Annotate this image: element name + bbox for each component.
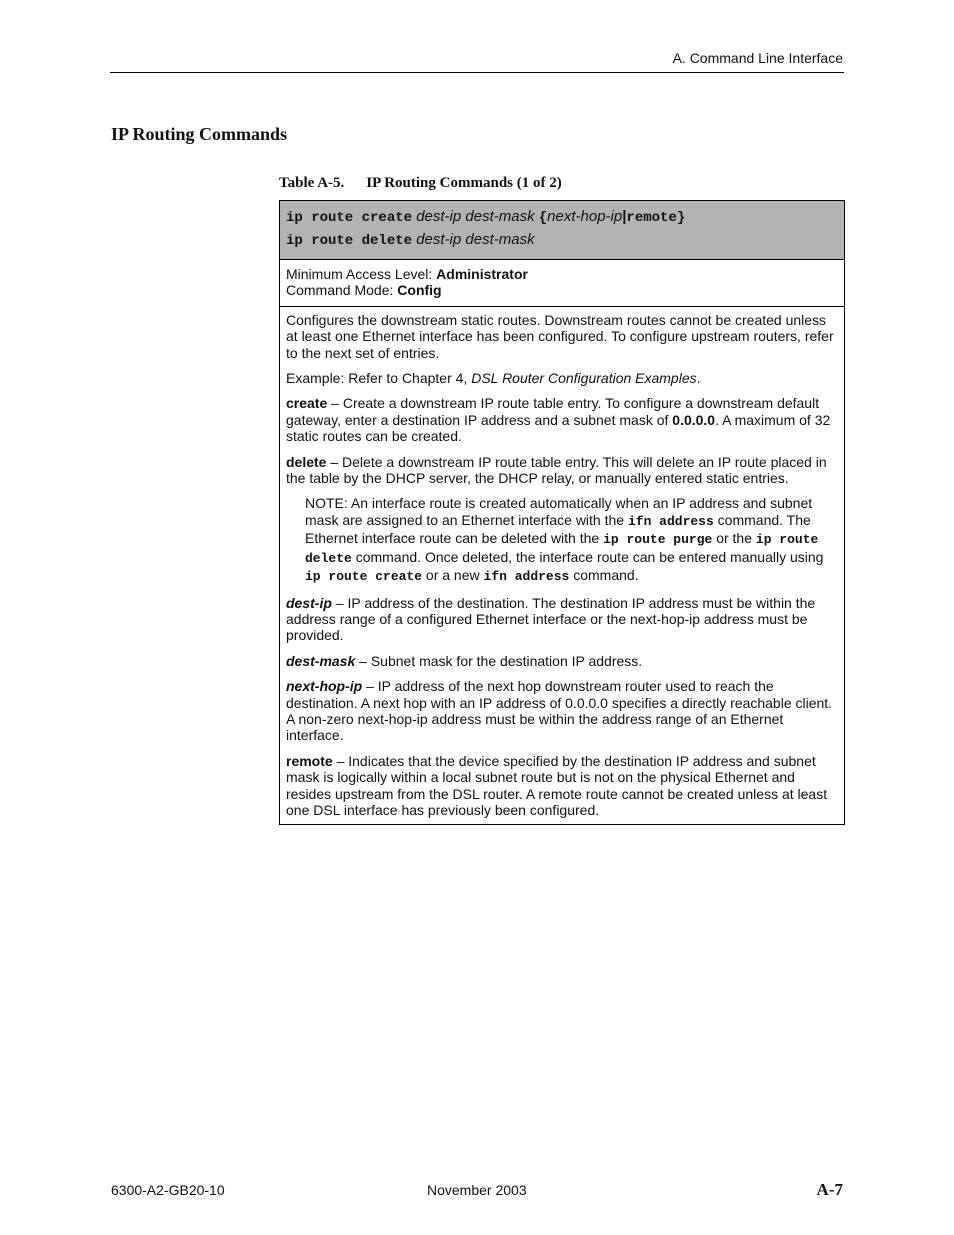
dest-mask-paragraph [286, 653, 838, 669]
table-caption [279, 175, 562, 192]
header-rule [110, 72, 844, 73]
note-cmd-ip-route-delete: ip route delete [305, 532, 819, 566]
command-mode-label: Command Mode: [286, 282, 394, 299]
remote-term: remote [286, 752, 333, 769]
footer-page-number: A-7 [816, 1180, 843, 1199]
table-caption-number: Table A-5. [279, 175, 345, 191]
example-prefix: Example: Refer to [286, 370, 402, 387]
note-text-e: or a new [422, 567, 484, 584]
note-cmd-ip-route-create: ip route create [305, 569, 423, 585]
note-cmd-ifn-address-2: ifn address [483, 569, 570, 585]
running-header: A. Command Line Interface [672, 50, 843, 66]
note-cmd-ifn-address: ifn address [627, 513, 714, 529]
next-hop-ip-paragraph [286, 678, 838, 744]
create-term: create [286, 395, 328, 412]
note-text-d: command. Once deleted, the interface route can be entered manually using [351, 548, 824, 565]
create-text-b: . A maximum of 32 static routes can be created. [286, 411, 831, 445]
access-level-line [286, 266, 838, 282]
access-info-row [280, 260, 844, 307]
example-paragraph [286, 370, 838, 386]
syntax-brace-open: { [538, 210, 548, 226]
note-text-c: or the [712, 530, 756, 547]
dest-ip-text: – IP address of the destination. The destination IP address must be within the address range of a configured Ethernet interface or the next-hop-ip address must be provided. [286, 594, 816, 644]
syntax-brace-close: } [676, 210, 686, 226]
access-level-label: Minimum Access Level: [286, 266, 433, 282]
footer-date: November 2003 [427, 1182, 527, 1198]
note-text-f: command. [569, 567, 639, 584]
command-table [279, 200, 845, 825]
create-paragraph [286, 395, 838, 444]
syntax-pipe: | [622, 208, 627, 225]
example-chapter-title: DSL Router Configuration Examples [471, 370, 697, 387]
delete-term: delete [286, 453, 327, 470]
intro-paragraph: Configures the downstream static routes. Downstream routes cannot be created unless at least one Ethernet interface has been configured. To configure upstream routers, refer to the next set of entries. [286, 311, 834, 361]
note-cmd-ip-route-purge: ip route purge [603, 532, 713, 548]
next-hop-ip-term: next-hop-ip [286, 678, 363, 695]
section-title: IP Routing Commands [111, 124, 288, 144]
delete-paragraph [286, 454, 838, 487]
note-paragraph [305, 495, 838, 585]
command-mode-value: Config [397, 282, 442, 299]
syntax-delete-arg-dest-ip: dest-ip [416, 231, 462, 248]
dest-ip-term: dest-ip [286, 594, 332, 611]
example-chapter-link[interactable]: Chapter 4, [401, 370, 468, 387]
syntax-create-arg-next-hop-ip: next-hop-ip [547, 208, 623, 225]
example-suffix: . [696, 370, 701, 387]
access-level-value: Administrator [436, 266, 528, 282]
syntax-delete-arg-dest-mask: dest-mask [465, 231, 535, 248]
syntax-create-command: ip route create [286, 210, 413, 226]
syntax-create-arg-dest-ip: dest-ip [416, 208, 462, 225]
syntax-remote-keyword: remote [626, 210, 677, 226]
delete-text: – Delete a downstream IP route table entry. This will delete an IP route placed in the table by the DHCP server, the DHCP relay, or manually entered static entries. [286, 453, 827, 487]
footer-doc-number: 6300-A2-GB20-10 [111, 1182, 225, 1198]
description-row [280, 307, 844, 825]
command-syntax-header [280, 201, 844, 260]
syntax-create-line [286, 206, 838, 229]
dest-mask-term: dest-mask [286, 652, 356, 669]
command-mode-line [286, 282, 838, 298]
note-text-b: command. The Ethernet interface route can be deleted with the [305, 511, 811, 547]
create-text-a: – Create a downstream IP route table entry. To configure a downstream default gateway, enter a destination IP address and a subnet mask of [286, 395, 820, 428]
syntax-delete-line [286, 229, 838, 252]
syntax-delete-command: ip route delete [286, 233, 413, 249]
remote-text: – Indicates that the device specified by the destination IP address and subnet mask is logically within a local subnet route but is not on the physical Ethernet and resides upstream from the DSL router. A remote route cannot be created unless at least one DSL interface has previously been configured. [286, 752, 828, 818]
dest-ip-paragraph [286, 595, 838, 644]
note-text-a: NOTE: An interface route is created automatically when an IP address and subnet mask are assigned to an Ethernet interface with the [305, 495, 813, 528]
syntax-create-arg-dest-mask: dest-mask [465, 208, 535, 225]
remote-paragraph [286, 753, 838, 819]
table-caption-title: IP Routing Commands (1 of 2) [366, 175, 562, 191]
dest-mask-text: – Subnet mask for the destination IP address. [355, 652, 643, 669]
next-hop-ip-text: – IP address of the next hop downstream router used to reach the destination. A next hop with an IP address of 0.0.0.0 specifies a directly reachable client. A non-zero next-hop-ip address must be within the address range of an Ethernet interface. [286, 678, 833, 744]
create-value: 0.0.0.0 [672, 411, 716, 428]
